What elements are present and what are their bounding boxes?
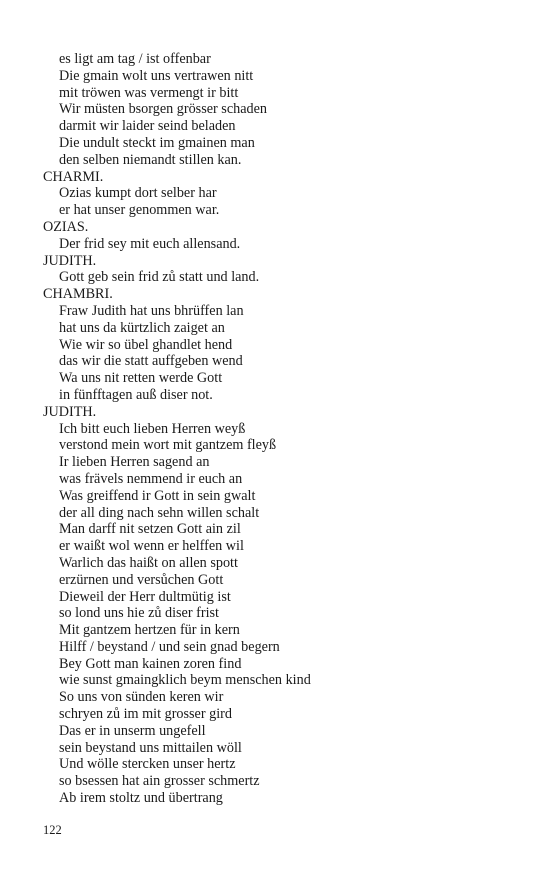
verse-line: was frävels nemmend ir euch an <box>59 470 243 487</box>
verse-line: Ozias kumpt dort selber har <box>59 185 217 202</box>
verse-line: Wa uns nit retten werde Gott <box>59 370 223 387</box>
verse-line: Der frid sey mit euch allensand. <box>59 235 241 252</box>
verse-line: Und wölle stercken unser hertz <box>59 756 236 773</box>
verse-line: Hilff / beystand / und sein gnad begern <box>59 638 280 655</box>
verse-line: sein beystand uns mittailen wöll <box>59 739 242 756</box>
verse-line: Die gmain wolt uns vertrawen nitt <box>59 67 254 84</box>
verse-line: Wir müsten bsorgen grösser schaden <box>59 101 267 118</box>
page-number: 122 <box>43 823 62 837</box>
verse-line: in fünfftagen auß diser not. <box>59 386 213 403</box>
verse-line: Das er in unserm ungefell <box>59 722 206 739</box>
verse-line: Bey Gott man kainen zoren find <box>59 655 242 672</box>
speaker-name: JUDITH. <box>43 252 97 269</box>
verse-line: Man darff nit setzen Gott ain zil <box>59 521 241 538</box>
verse-line: Wie wir so übel ghandlet hend <box>59 336 233 353</box>
verse-line: Gott geb sein frid zů statt und land. <box>59 269 260 286</box>
verse-line: so lond uns hie zů diser frist <box>59 605 219 622</box>
verse-line: hat uns da kürtzlich zaiget an <box>59 319 225 336</box>
verse-line: Fraw Judith hat uns bhrüffen lan <box>59 302 244 319</box>
verse-line: erzürnen und versůchen Gott <box>59 571 224 588</box>
verse-line: darmit wir laider seind beladen <box>59 118 236 135</box>
verse-line: den selben niemandt stillen kan. <box>59 151 242 168</box>
verse-line: wie sunst gmaingklich beym menschen kind <box>59 672 311 689</box>
verse-line: Dieweil der Herr dultmütig ist <box>59 588 231 605</box>
text-block <box>43 51 513 807</box>
speaker-name: JUDITH. <box>43 403 97 420</box>
verse-line: der all ding nach sehn willen schalt <box>59 504 260 521</box>
speaker-name: OZIAS. <box>43 218 89 235</box>
verse-line: Ab irem stoltz und übertrang <box>59 790 223 807</box>
verse-line: Mit gantzem hertzen für in kern <box>59 622 240 639</box>
verse-line: so bsessen hat ain grosser schmertz <box>59 773 260 790</box>
verse-line: Die undult steckt im gmainen man <box>59 134 255 151</box>
speaker-name: CHARMI. <box>43 168 104 185</box>
verse-line: es ligt am tag / ist offenbar <box>59 51 211 67</box>
verse-line: Warlich das haißt on allen spott <box>59 554 238 571</box>
verse-line: Ir lieben Herren sagend an <box>59 454 210 471</box>
verse-line: er hat unser genommen war. <box>59 202 220 219</box>
verse-line: So uns von sünden keren wir <box>59 689 224 706</box>
verse-line: mit tröwen was vermengt ir bitt <box>59 84 239 101</box>
verse-line: schryen zů im mit grosser gird <box>59 706 232 723</box>
verse-line: er waißt wol wenn er helffen wil <box>59 538 244 555</box>
verse-line: verstond mein wort mit gantzem fleyß <box>59 437 277 454</box>
verse-line: Ich bitt euch lieben Herren weyß <box>59 420 246 437</box>
verse-line: Was greiffend ir Gott in sein gwalt <box>59 487 256 504</box>
speaker-name: CHAMBRI. <box>43 286 113 303</box>
verse-line: das wir die statt auffgeben wend <box>59 353 243 370</box>
